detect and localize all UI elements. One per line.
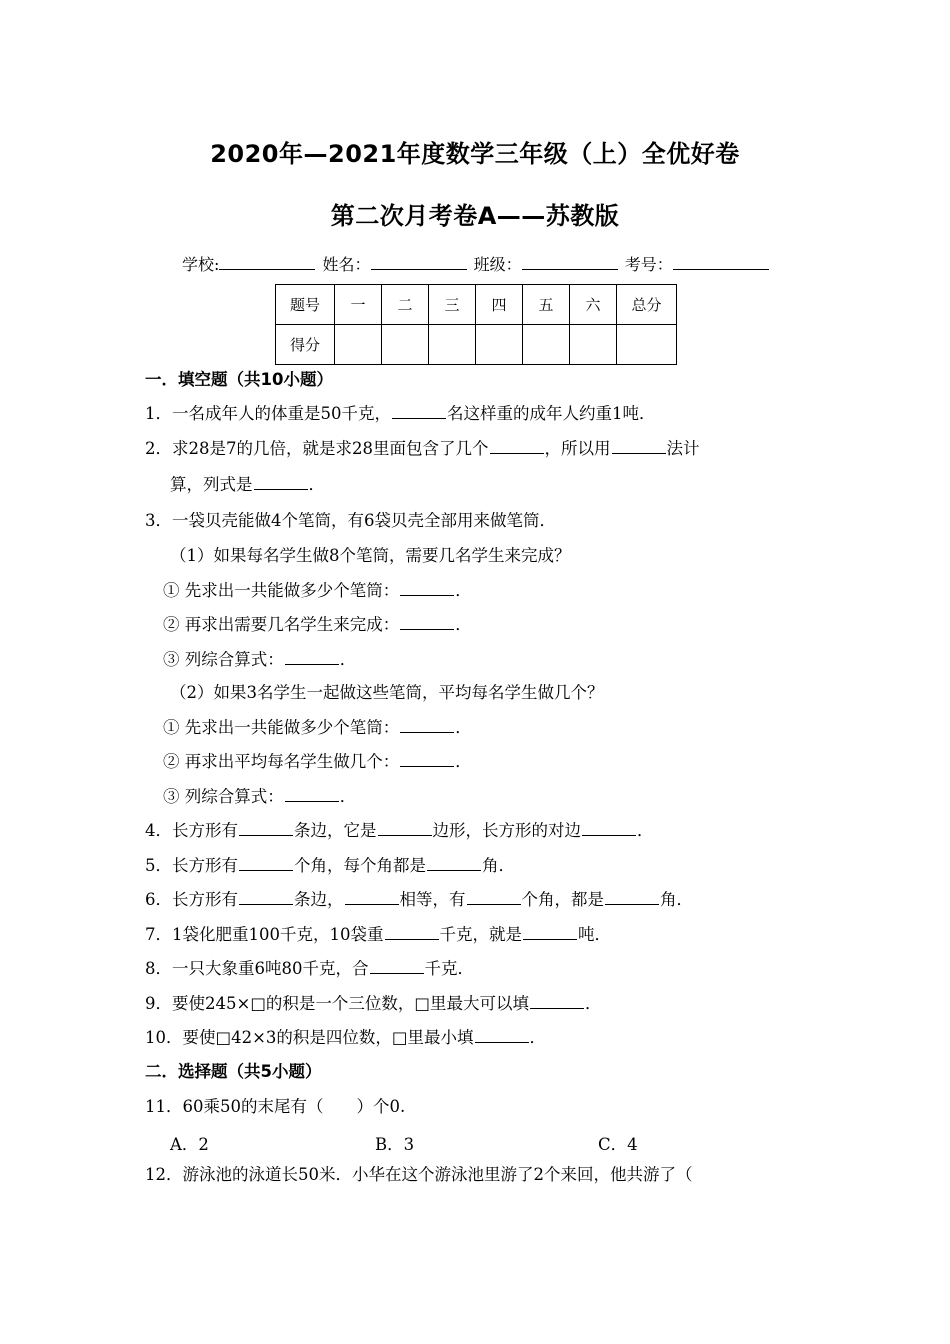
q2-text-a: 2．求28是7的几倍，就是求28里面包含了几个	[145, 439, 489, 458]
score-table-score-row	[276, 325, 677, 365]
q5-text-a: 5．长方形有	[145, 856, 238, 875]
question-7	[145, 925, 611, 945]
q6-text-d: 个角，都是	[521, 890, 604, 909]
question-2-cont	[170, 475, 325, 495]
q10-text-a: 10．要使□42×3的积是四位数，□里最小填	[145, 1028, 474, 1047]
score-table	[275, 284, 677, 365]
question-5	[145, 856, 515, 876]
answer-blank	[239, 821, 293, 836]
school-blank	[219, 255, 315, 270]
score-input-cell	[570, 325, 617, 365]
answer-blank	[239, 856, 293, 871]
score-cell: 五	[523, 285, 570, 325]
q8-text-b: 千克．	[424, 959, 474, 978]
q8-text-a: 8．一只大象重6吨80千克，合	[145, 959, 369, 978]
answer-blank	[530, 994, 584, 1009]
answer-blank	[400, 581, 454, 596]
exam-title: 2020年—2021年度数学三年级（上）全优好卷	[210, 140, 740, 168]
name-label: 姓名：	[322, 255, 371, 274]
q1-text-b: 名这样重的成年人约重1吨．	[447, 404, 656, 423]
q9-text-b: ．	[585, 994, 602, 1013]
score-cell: 总分	[617, 285, 677, 325]
answer-blank	[400, 615, 454, 630]
score-input-cell	[476, 325, 523, 365]
answer-blank	[345, 890, 399, 905]
question-4	[145, 821, 654, 841]
question-9	[145, 994, 602, 1014]
q9-text-a: 9．要使245×□的积是一个三位数，□里最大可以填	[145, 994, 529, 1013]
q3-2b-text: ② 再求出平均每名学生做几个：	[163, 752, 400, 771]
q7-text-a: 7．1袋化肥重100千克，10袋重	[145, 925, 384, 944]
answer-blank	[400, 752, 454, 767]
q6-text-a: 6．长方形有	[145, 890, 238, 909]
period: ．	[455, 615, 472, 634]
q3-2c-text: ③ 列综合算式：	[163, 787, 284, 806]
answer-blank	[612, 439, 666, 454]
question-3-1b	[163, 615, 472, 635]
q4-text-b: 条边，它是	[294, 821, 377, 840]
question-3-1c	[163, 650, 356, 670]
q6-text-c: 相等，有	[399, 890, 466, 909]
question-11: 11．60乘50的末尾有（ ）个0.	[145, 1097, 406, 1116]
score-label-cell: 得分	[276, 325, 335, 365]
score-input-cell	[335, 325, 382, 365]
q4-text-d: ．	[637, 821, 654, 840]
answer-blank	[370, 959, 424, 974]
score-cell: 六	[570, 285, 617, 325]
period: ．	[455, 752, 472, 771]
score-cell: 四	[476, 285, 523, 325]
q6-text-e: 角．	[660, 890, 693, 909]
answer-blank	[490, 439, 544, 454]
score-table-header-row	[276, 285, 677, 325]
q2-text-b: ，所以用	[544, 439, 611, 458]
q5-text-b: 个角，每个角都是	[294, 856, 426, 875]
q2-text-d: 算，列式是	[170, 475, 253, 494]
q3-1a-text: ① 先求出一共能做多少个笔筒：	[163, 581, 400, 600]
exam-subtitle: 第二次月考卷A——苏教版	[330, 202, 620, 230]
question-6	[145, 890, 693, 910]
score-cell: 三	[429, 285, 476, 325]
q3-2a-text: ① 先求出一共能做多少个笔筒：	[163, 718, 400, 737]
q10-text-b: ．	[529, 1028, 546, 1047]
score-input-cell	[617, 325, 677, 365]
question-3-2c	[163, 787, 356, 807]
q2-text-c: 法计	[666, 439, 700, 458]
option-a: A．2	[170, 1135, 209, 1154]
q5-text-c: 角．	[482, 856, 515, 875]
question-3-2a	[163, 718, 472, 738]
score-cell: 一	[335, 285, 382, 325]
score-input-cell	[429, 325, 476, 365]
answer-blank	[385, 925, 439, 940]
q3-1b-text: ② 再求出需要几名学生来完成：	[163, 615, 400, 634]
answer-blank	[427, 856, 481, 871]
q4-text-a: 4．长方形有	[145, 821, 238, 840]
question-3-part-2: （2）如果3名学生一起做这些笔筒，平均每名学生做几个？	[170, 683, 604, 702]
name-blank	[371, 255, 467, 270]
answer-blank	[523, 925, 577, 940]
score-input-cell	[382, 325, 429, 365]
q7-text-c: 吨．	[578, 925, 611, 944]
score-input-cell	[523, 325, 570, 365]
option-c: C．4	[598, 1135, 638, 1154]
q6-text-b: 条边，	[294, 890, 344, 909]
period: ．	[339, 650, 357, 669]
school-label: 学校:	[182, 255, 220, 274]
answer-blank	[285, 650, 339, 665]
period: ．	[455, 718, 472, 737]
q4-text-c: 边形，长方形的对边	[432, 821, 581, 840]
answer-blank	[475, 1028, 529, 1043]
q7-text-b: 千克，就是	[439, 925, 522, 944]
question-1	[145, 404, 656, 424]
answer-blank	[378, 821, 432, 836]
q1-text-a: 1．一名成年人的体重是50千克，	[145, 404, 391, 423]
question-3-2b	[163, 752, 472, 772]
answer-blank	[605, 890, 659, 905]
answer-blank	[467, 890, 521, 905]
class-blank	[522, 255, 618, 270]
score-cell: 题号	[276, 285, 335, 325]
period: ．	[455, 581, 472, 600]
period: ．	[339, 787, 357, 806]
question-2	[145, 439, 700, 459]
q3-1c-text: ③ 列综合算式：	[163, 650, 284, 669]
option-b: B．3	[375, 1135, 415, 1154]
answer-blank	[400, 718, 454, 733]
score-cell: 二	[382, 285, 429, 325]
exam-no-label: 考号：	[624, 255, 673, 274]
question-3-part-1: （1）如果每名学生做8个笔筒，需要几名学生来完成？	[170, 546, 571, 565]
answer-blank	[239, 890, 293, 905]
answer-blank	[285, 787, 339, 802]
section-2-title: 二．选择题（共5小题）	[145, 1062, 322, 1081]
exam-no-blank	[673, 255, 769, 270]
question-10	[145, 1028, 546, 1048]
q2-text-e: ．	[308, 475, 325, 494]
question-3: 3．一袋贝壳能做4个笔筒，有6袋贝壳全部用来做笔筒．	[145, 511, 556, 530]
question-12: 12．游泳池的泳道长50米．小华在这个游泳池里游了2个来回，他共游了（	[145, 1165, 693, 1184]
class-label: 班级：	[473, 255, 522, 274]
student-info-line	[182, 252, 771, 275]
answer-blank	[254, 475, 308, 490]
answer-blank	[392, 404, 446, 419]
question-3-1a	[163, 581, 472, 601]
answer-blank	[582, 821, 636, 836]
section-1-title: 一．填空题（共10小题）	[145, 370, 333, 389]
question-8	[145, 959, 474, 979]
